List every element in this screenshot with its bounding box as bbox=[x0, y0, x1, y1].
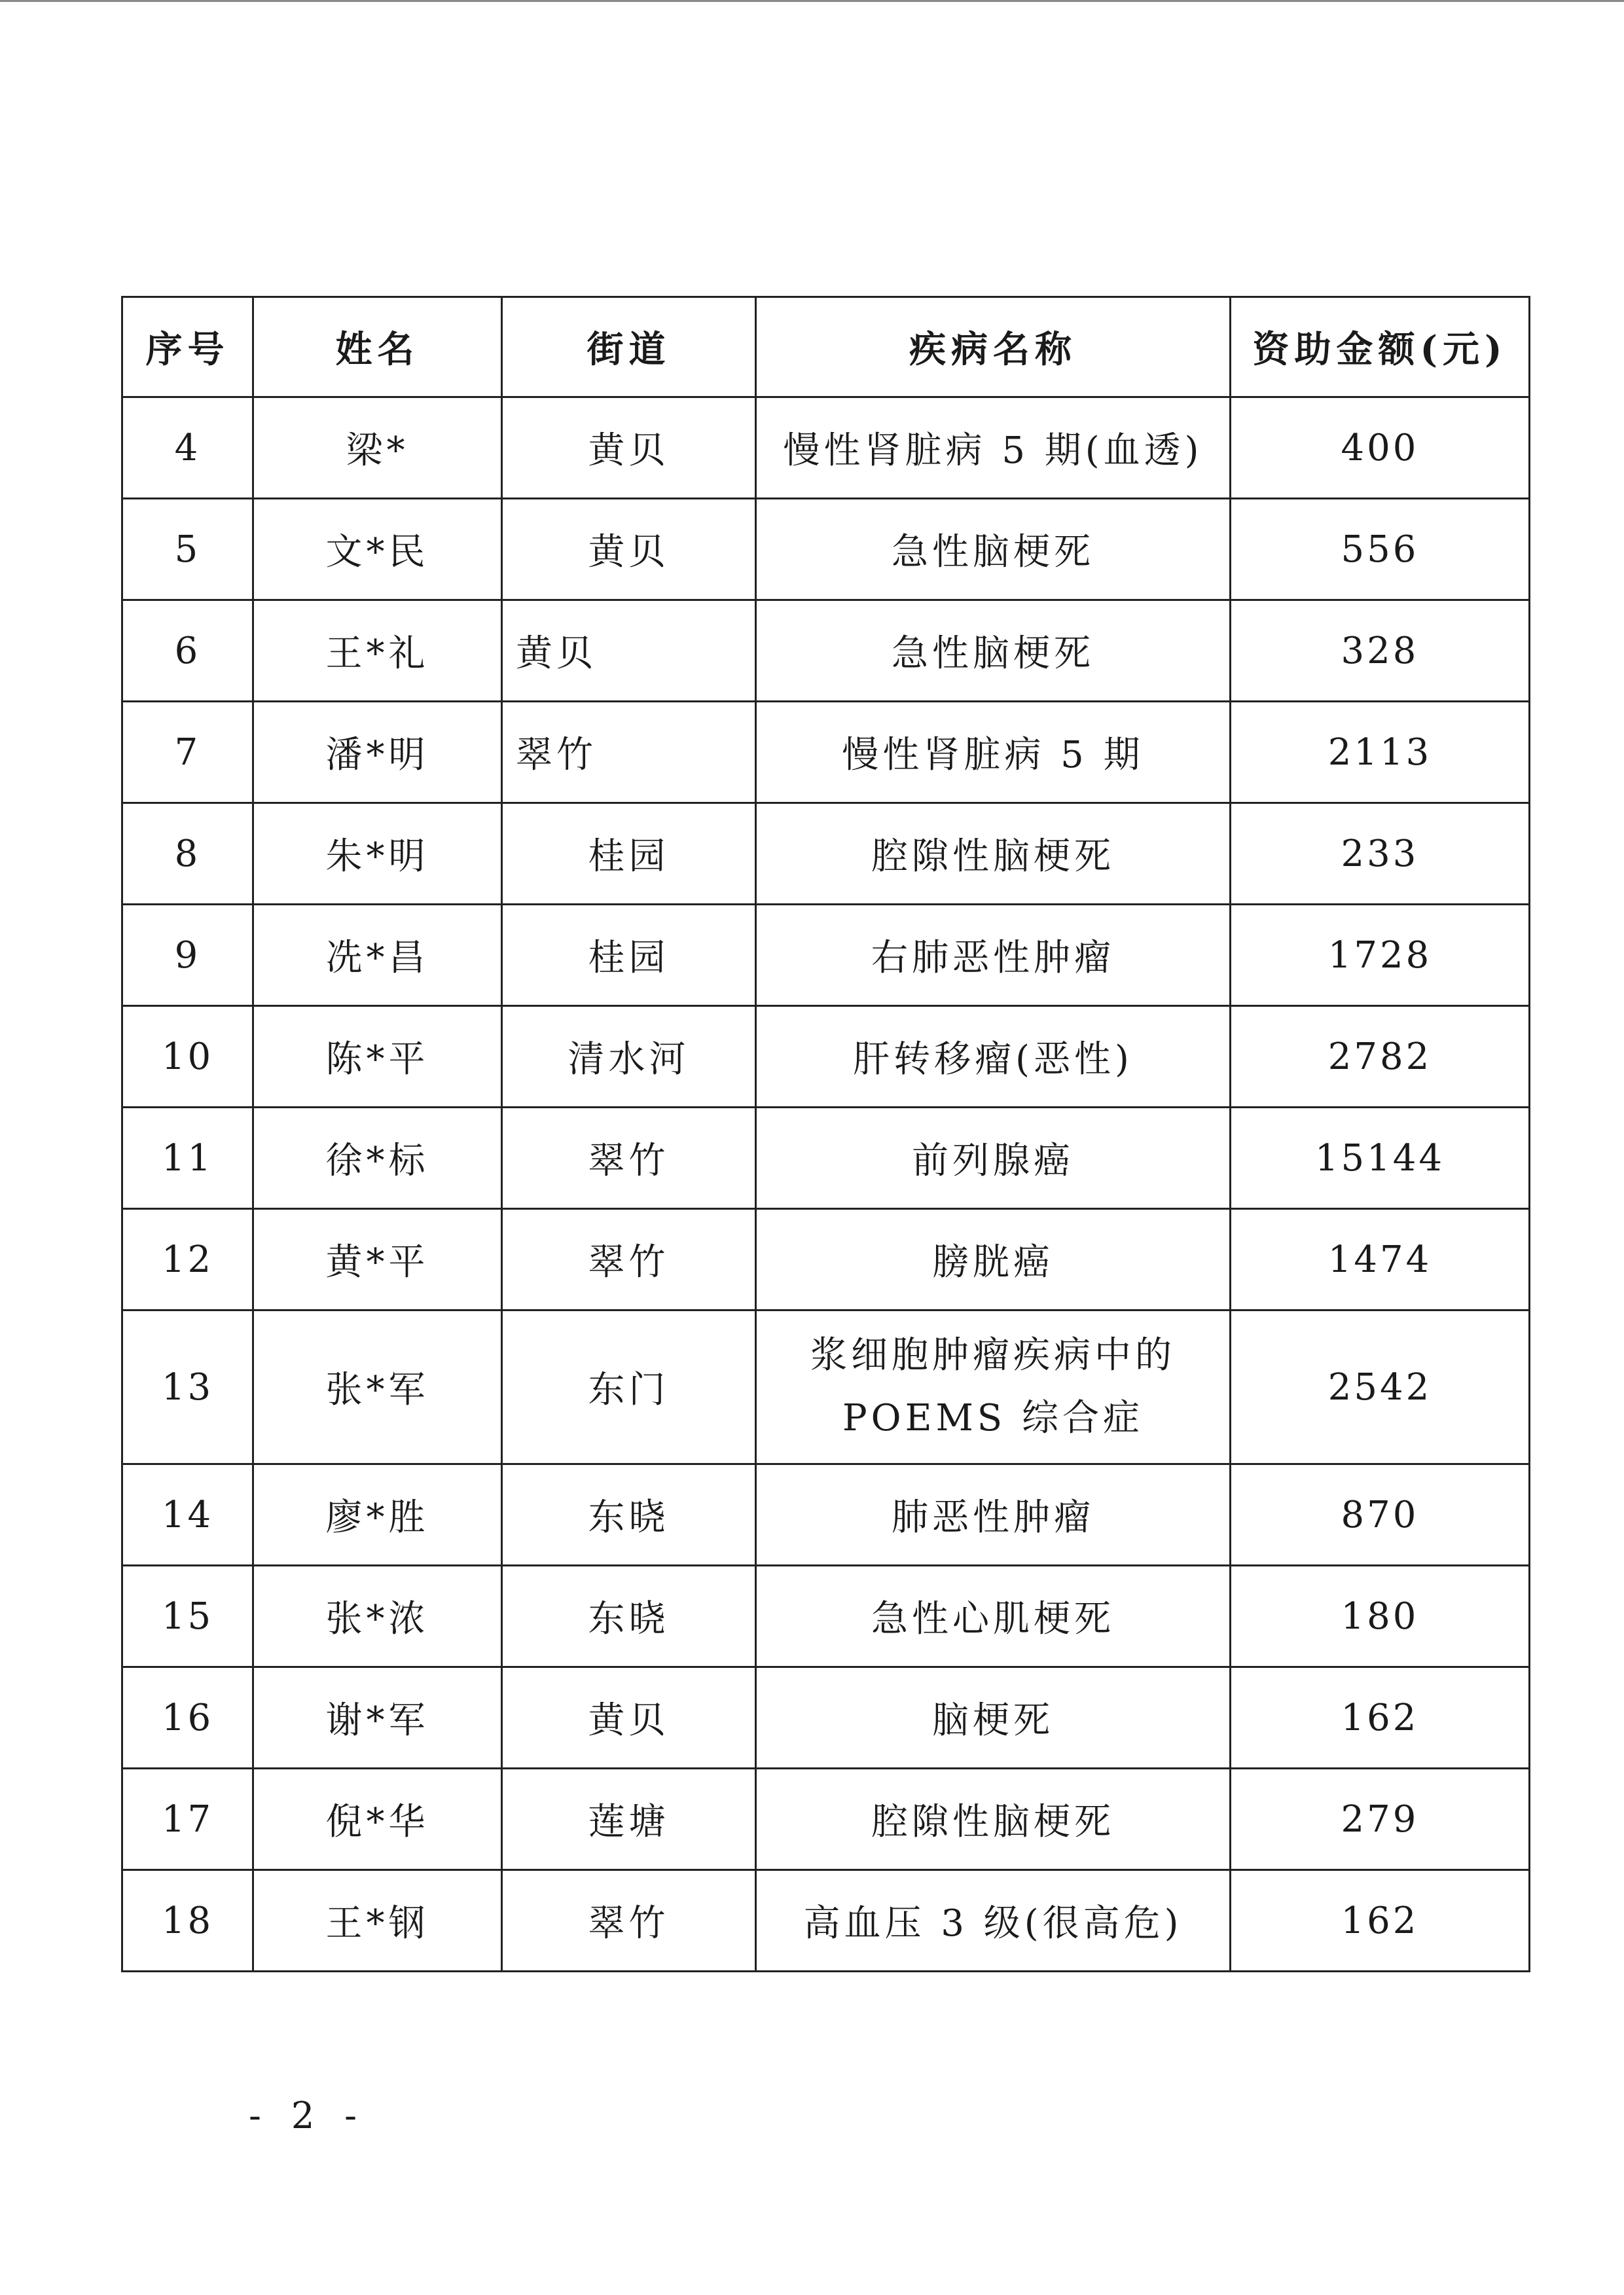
cell-street: 黄贝 bbox=[502, 499, 756, 600]
header-amount: 资助金额(元) bbox=[1231, 297, 1530, 397]
cell-amount: 556 bbox=[1231, 499, 1530, 600]
cell-disease: 膀胱癌 bbox=[756, 1209, 1231, 1310]
cell-street: 翠竹 bbox=[502, 1209, 756, 1310]
cell-amount: 162 bbox=[1231, 1870, 1530, 1972]
cell-name: 冼*昌 bbox=[253, 905, 502, 1006]
cell-street: 桂园 bbox=[502, 905, 756, 1006]
cell-amount: 1728 bbox=[1231, 905, 1530, 1006]
table-row bbox=[122, 905, 1530, 1006]
cell-disease bbox=[756, 1310, 1231, 1464]
cell-street: 桂园 bbox=[502, 803, 756, 905]
cell-name: 陈*平 bbox=[253, 1006, 502, 1108]
page-number: - 2 - bbox=[249, 2095, 367, 2137]
table-row bbox=[122, 1108, 1530, 1209]
cell-disease: 急性脑梗死 bbox=[756, 600, 1231, 702]
cell-street: 东门 bbox=[502, 1310, 756, 1464]
cell-name: 徐*标 bbox=[253, 1108, 502, 1209]
cell-seq: 12 bbox=[122, 1209, 253, 1310]
cell-amount: 870 bbox=[1231, 1464, 1530, 1566]
cell-name: 倪*华 bbox=[253, 1769, 502, 1870]
table-row bbox=[122, 1769, 1530, 1870]
cell-disease: 脑梗死 bbox=[756, 1667, 1231, 1769]
cell-amount: 233 bbox=[1231, 803, 1530, 905]
table-row bbox=[122, 397, 1530, 499]
cell-seq: 10 bbox=[122, 1006, 253, 1108]
cell-amount: 2113 bbox=[1231, 702, 1530, 803]
cell-amount: 328 bbox=[1231, 600, 1530, 702]
header-name: 姓名 bbox=[253, 297, 502, 397]
cell-seq: 8 bbox=[122, 803, 253, 905]
cell-name: 王*礼 bbox=[253, 600, 502, 702]
cell-street: 清水河 bbox=[502, 1006, 756, 1108]
table-row bbox=[122, 1667, 1530, 1769]
cell-disease: 前列腺癌 bbox=[756, 1108, 1231, 1209]
cell-seq: 15 bbox=[122, 1566, 253, 1667]
cell-name: 王*钢 bbox=[253, 1870, 502, 1972]
cell-amount: 162 bbox=[1231, 1667, 1530, 1769]
table-row bbox=[122, 1870, 1530, 1972]
table-row bbox=[122, 702, 1530, 803]
cell-seq: 11 bbox=[122, 1108, 253, 1209]
cell-amount: 2542 bbox=[1231, 1310, 1530, 1464]
top-border-line bbox=[0, 0, 1624, 2]
table-row bbox=[122, 803, 1530, 905]
cell-street: 黄贝 bbox=[502, 397, 756, 499]
cell-name: 梁* bbox=[253, 397, 502, 499]
table-row bbox=[122, 600, 1530, 702]
cell-name: 张*浓 bbox=[253, 1566, 502, 1667]
cell-amount: 2782 bbox=[1231, 1006, 1530, 1108]
cell-seq: 18 bbox=[122, 1870, 253, 1972]
cell-seq: 7 bbox=[122, 702, 253, 803]
cell-name: 朱*明 bbox=[253, 803, 502, 905]
cell-amount: 180 bbox=[1231, 1566, 1530, 1667]
cell-seq: 5 bbox=[122, 499, 253, 600]
header-disease: 疾病名称 bbox=[756, 297, 1231, 397]
cell-street: 黄贝 bbox=[502, 1667, 756, 1769]
cell-disease: 腔隙性脑梗死 bbox=[756, 803, 1231, 905]
table-header-row bbox=[122, 297, 1530, 397]
cell-street: 翠竹 bbox=[502, 702, 756, 803]
cell-name: 张*军 bbox=[253, 1310, 502, 1464]
cell-seq: 16 bbox=[122, 1667, 253, 1769]
cell-seq: 13 bbox=[122, 1310, 253, 1464]
header-seq: 序号 bbox=[122, 297, 253, 397]
cell-disease: 急性脑梗死 bbox=[756, 499, 1231, 600]
cell-street: 翠竹 bbox=[502, 1108, 756, 1209]
cell-disease-line-1: 浆细胞肿瘤疾病中的 bbox=[810, 1334, 1176, 1377]
cell-name: 文*民 bbox=[253, 499, 502, 600]
table-row bbox=[122, 1464, 1530, 1566]
cell-seq: 17 bbox=[122, 1769, 253, 1870]
cell-street: 东晓 bbox=[502, 1464, 756, 1566]
cell-disease: 高血压 3 级(很高危) bbox=[756, 1870, 1231, 1972]
cell-disease: 腔隙性脑梗死 bbox=[756, 1769, 1231, 1870]
cell-street: 黄贝 bbox=[502, 600, 756, 702]
cell-name: 谢*军 bbox=[253, 1667, 502, 1769]
cell-disease: 肺恶性肿瘤 bbox=[756, 1464, 1231, 1566]
header-street: 街道 bbox=[502, 297, 756, 397]
cell-amount: 279 bbox=[1231, 1769, 1530, 1870]
cell-disease-line-2: POEMS 综合症 bbox=[842, 1397, 1144, 1439]
table-row bbox=[122, 499, 1530, 600]
cell-amount: 400 bbox=[1231, 397, 1530, 499]
cell-disease: 肝转移瘤(恶性) bbox=[756, 1006, 1231, 1108]
cell-street: 东晓 bbox=[502, 1566, 756, 1667]
cell-street: 翠竹 bbox=[502, 1870, 756, 1972]
cell-name: 廖*胜 bbox=[253, 1464, 502, 1566]
cell-disease: 右肺恶性肿瘤 bbox=[756, 905, 1231, 1006]
cell-seq: 4 bbox=[122, 397, 253, 499]
table-row bbox=[122, 1006, 1530, 1108]
cell-disease: 慢性肾脏病 5 期(血透) bbox=[756, 397, 1231, 499]
cell-seq: 6 bbox=[122, 600, 253, 702]
cell-seq: 14 bbox=[122, 1464, 253, 1566]
cell-amount: 15144 bbox=[1231, 1108, 1530, 1209]
table-row bbox=[122, 1310, 1530, 1464]
cell-amount: 1474 bbox=[1231, 1209, 1530, 1310]
cell-disease: 慢性肾脏病 5 期 bbox=[756, 702, 1231, 803]
cell-disease: 急性心肌梗死 bbox=[756, 1566, 1231, 1667]
table-row bbox=[122, 1566, 1530, 1667]
table-row bbox=[122, 1209, 1530, 1310]
cell-seq: 9 bbox=[122, 905, 253, 1006]
cell-name: 黄*平 bbox=[253, 1209, 502, 1310]
cell-name: 潘*明 bbox=[253, 702, 502, 803]
medical-aid-table bbox=[121, 296, 1530, 1972]
cell-street: 莲塘 bbox=[502, 1769, 756, 1870]
